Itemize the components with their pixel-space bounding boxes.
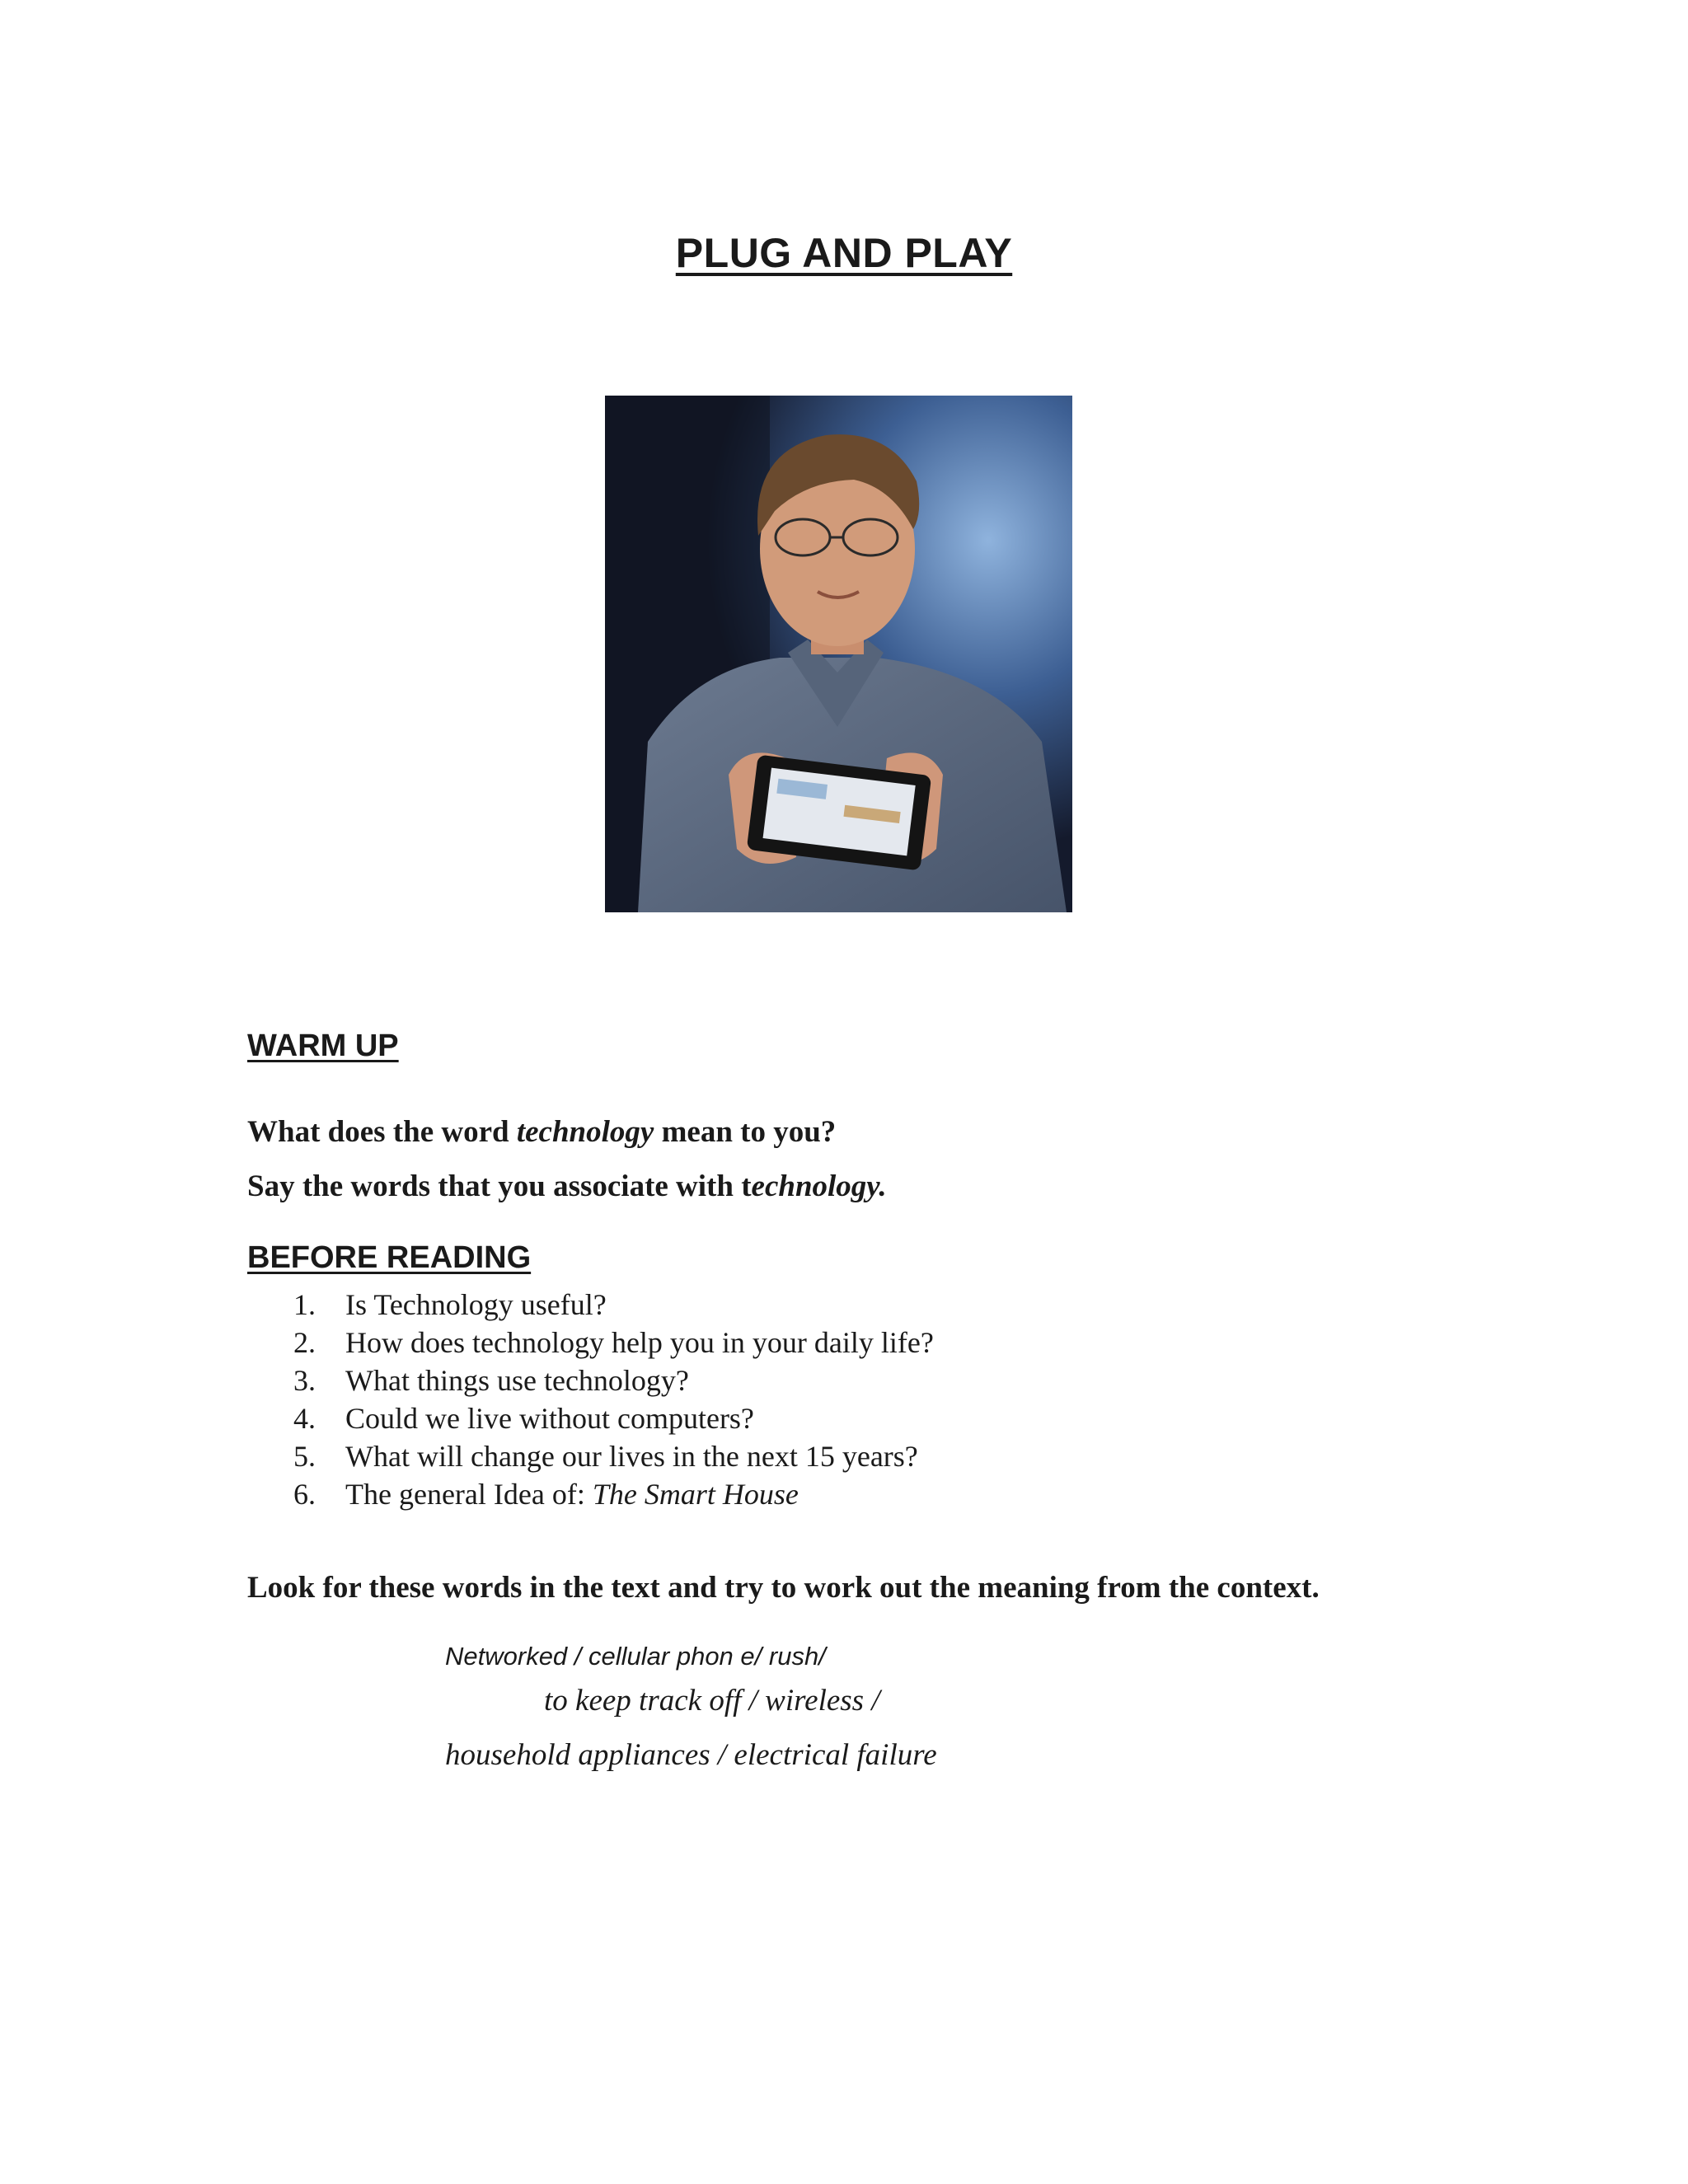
before-reading-heading: BEFORE READING (247, 1240, 532, 1275)
list-item: 3. What things use technology? (293, 1364, 689, 1397)
vocabulary-instruction: Look for these words in the text and try to work out the meaning from the context. (247, 1571, 1320, 1605)
warm-up-heading: WARM UP (247, 1029, 399, 1063)
vocabulary-line-2: to keep track off / wireless / (544, 1684, 880, 1718)
warm-up-question-2: Say the words that you associate with technology. (247, 1169, 887, 1203)
speaker-photo (605, 396, 1072, 912)
vocabulary-line-3: household appliances / electrical failure (445, 1738, 937, 1772)
list-item: 5. What will change our lives in the next 15 years? (293, 1440, 918, 1473)
list-item: 6. The general Idea of: The Smart House (293, 1478, 799, 1511)
vocabulary-line-1: Networked / cellular phon e/ rush/ (445, 1642, 826, 1671)
warm-up-question-1: What does the word technology mean to you? (247, 1115, 837, 1149)
before-reading-list (293, 1286, 934, 1513)
list-item: 2. How does technology help you in your daily life? (293, 1326, 934, 1359)
list-item: 1. Is Technology useful? (293, 1288, 607, 1321)
list-item: 4. Could we live without computers? (293, 1402, 754, 1435)
page-title: PLUG AND PLAY (675, 230, 1013, 276)
